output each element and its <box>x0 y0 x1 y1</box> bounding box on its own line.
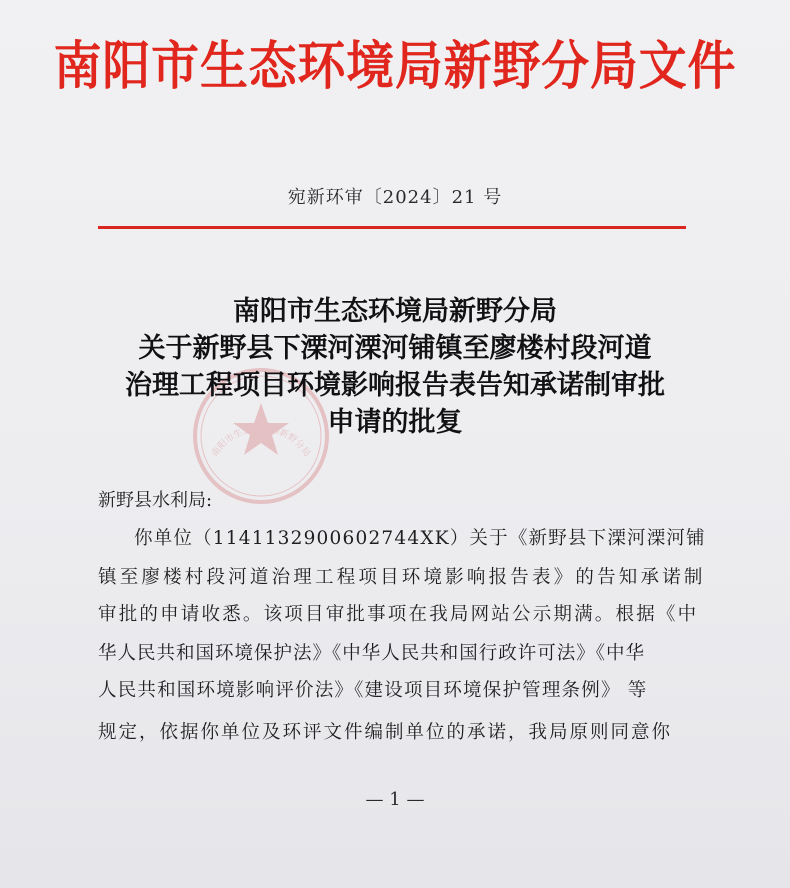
title-line: 申请的批复 <box>327 407 463 438</box>
title-line: 南阳市生态环境局新野分局 <box>233 296 557 327</box>
body-line: 人民共和国环境影响评价法》《建设项目环境保护管理条例》 等 <box>98 680 648 701</box>
page-number: — 1 — <box>365 789 425 810</box>
document-number: 宛新环审〔2024〕21 号 <box>287 187 503 208</box>
seal-text: 南阳市生态环境局新野分局 <box>210 424 312 459</box>
red-divider-line <box>98 226 686 229</box>
title-line: 关于新野县下溧河溧河铺镇至廖楼村段河道 <box>138 333 652 364</box>
body-line: 华人民共和国环境保护法》《中华人民共和国行政许可法》《中华 <box>98 643 646 664</box>
title-line: 治理工程项目环境影响报告表告知承诺制审批 <box>125 370 665 401</box>
issuer-header: 南阳市生态环境局新野分局文件 <box>53 37 737 97</box>
body-line: 审批的申请收悉。该项目审批事项在我局网站公示期满。根据《中 <box>98 604 699 625</box>
body-line: 规定，依据你单位及环评文件编制单位的承诺，我局原则同意你 <box>98 722 673 743</box>
document-title <box>60 293 730 441</box>
body-line: 镇至廖楼村段河道治理工程项目环境影响报告表》的告知承诺制 <box>98 567 706 588</box>
body-line: 你单位（114113290060274​4XK）关于《新野县下溧河溧河铺 <box>134 528 706 549</box>
salutation: 新野县水利局: <box>98 490 213 511</box>
